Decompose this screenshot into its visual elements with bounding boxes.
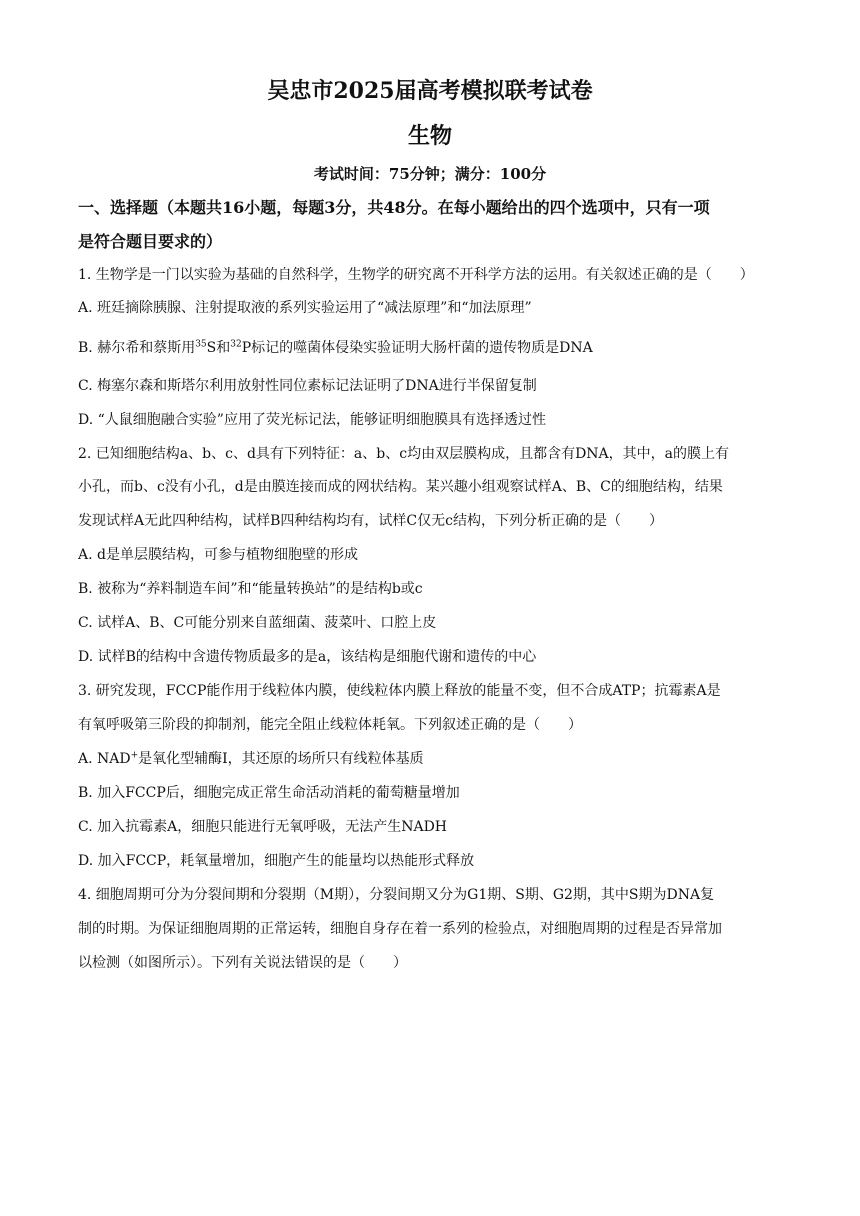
question-4-stem-line2: 制的时期。为保证细胞周期的正常运转，细胞自身存在着一系列的检验点，对细胞周期的过程是否异常加 (78, 921, 722, 937)
question-1-stem: 1. 生物学是一门以实验为基础的自然科学，生物学的研究离不开科学方法的运用。有关叙述正确的是（ ） (78, 267, 754, 283)
section-heading-line1: 一、选择题（本题共16小题，每题3分，共48分。在每小题给出的四个选项中，只有一项 (78, 198, 710, 217)
question-3-stem-line1: 3. 研究发现，FCCP能作用于线粒体内膜，使线粒体内膜上释放的能量不变，但不合成ATP；抗霉素A是 (78, 683, 721, 699)
exam-title: 吴忠市2025届高考模拟联考试卷 (267, 78, 593, 104)
question-2-option-a: A. d是单层膜结构，可参与植物细胞壁的形成 (78, 547, 358, 563)
exam-info: 考试时间：75分钟；满分：100分 (313, 165, 547, 183)
question-3-option-d: D. 加入FCCP，耗氧量增加，细胞产生的能量均以热能形式释放 (78, 853, 475, 869)
question-1-option-a: A. 班廷摘除胰腺、注射提取液的系列实验运用了“减法原理”和“加法原理” (78, 300, 532, 316)
section-heading (78, 191, 788, 259)
question-2-option-d: D. 试样B的结构中含遗传物质最多的是a，该结构是细胞代谢和遗传的中心 (78, 649, 537, 665)
question-1-option-d: D. “人鼠细胞融合实验”应用了荧光标记法，能够证明细胞膜具有选择透过性 (78, 412, 546, 428)
question-4-stem-line3: 以检测（如图所示）。下列有关说法错误的是（ ） (78, 955, 407, 971)
question-2-stem-line2: 小孔，而b、c没有小孔，d是由膜连接而成的网状结构。某兴趣小组观察试样A、B、C的细胞结构，结果 (78, 479, 723, 495)
section-heading-line2: 是符合题目要求的） (78, 232, 223, 251)
question-2-stem-line3: 发现试样A无此四种结构，试样B四种结构均有，试样C仅无c结构，下列分析正确的是（ ） (78, 513, 663, 529)
question-1-option-c: C. 梅塞尔森和斯塔尔利用放射性同位素标记法证明了DNA进行半保留复制 (78, 378, 537, 394)
subject-title: 生物 (407, 123, 452, 149)
question-2-option-c: C. 试样A、B、C可能分别来自蓝细菌、菠菜叶、口腔上皮 (78, 615, 437, 631)
question-3-option-b: B. 加入FCCP后，细胞完成正常生命活动消耗的葡萄糖量增加 (78, 785, 460, 801)
question-3-option-c: C. 加入抗霉素A，细胞只能进行无氧呼吸，无法产生NADH (78, 819, 448, 835)
question-2-stem-line1: 2. 已知细胞结构a、b、c、d具有下列特征：a、b、c均由双层膜构成，且都含有DNA，其中，a的膜上有 (78, 446, 729, 462)
question-3-stem-line2: 有氧呼吸第三阶段的抑制剂，能完全阻止线粒体耗氧。下列叙述正确的是（ ） (78, 717, 582, 733)
question-1-option-b: B. 赫尔希和蔡斯用$^{35}$S和$^{32}$P标记的噬菌体侵染实验证明大肠杆菌的遗传物质是DNA (78, 339, 593, 356)
question-2-option-b: B. 被称为“养料制造车间”和“能量转换站”的是结构b或c (78, 581, 423, 597)
question-4-stem-line1: 4. 细胞周期可分为分裂间期和分裂期（M期），分裂间期又分为G1期、S期、G2期，其中S期为DNA复 (78, 887, 715, 903)
question-3-option-a: A. NAD+是氧化型辅酶Ⅰ，其还原的场所只有线粒体基质 (78, 750, 424, 767)
